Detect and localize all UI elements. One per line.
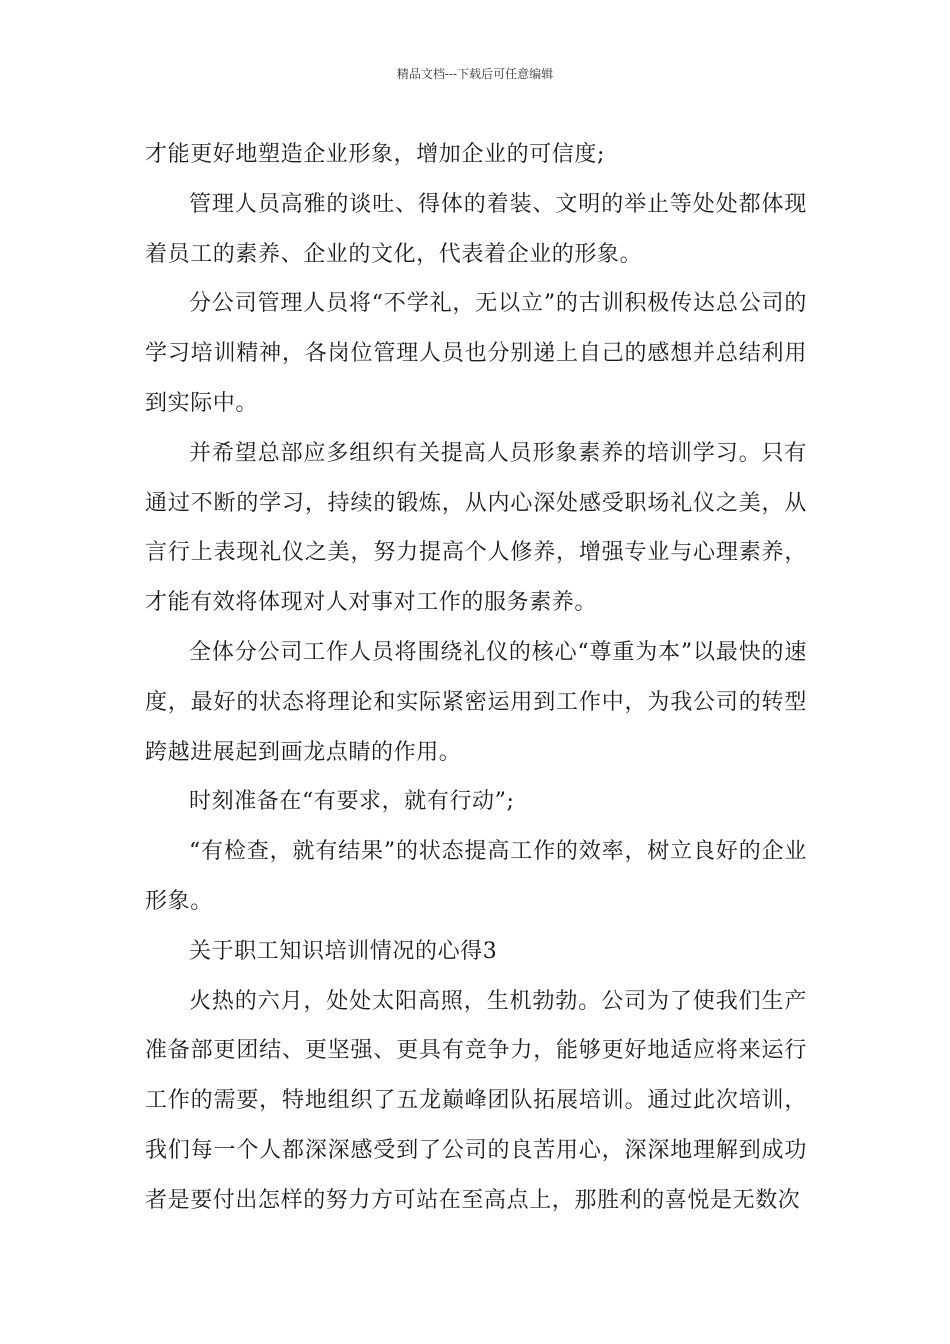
paragraph-8: 火热的六月，处处太阳高照，生机勃勃。公司为了使我们生产准备部更团结、更坚强、更具有竞争力，能够更好地适应将来运行工作的需要，特地组织了五龙巅峰团队拓展培训。通过此次培训，我们每一个人都深深感受到了公司的良苦用心，深深地理解到成功者是要付出怎样的努力方可站在至高点上，那胜利的喜悦是无数次 — [145, 988, 807, 1213]
paragraph-5: 全体分公司工作人员将围绕礼仪的核心“尊重为本”以最快的速度，最好的状态将理论和实际紧密运用到工作中，为我公司的转型跨越进展起到画龙点睛的作用。 — [145, 639, 807, 765]
paragraph-3: 分公司管理人员将“不学礼，无以立”的古训积极传达总公司的学习培训精神，各岗位管理人员也分别递上自己的感想并总结利用到实际中。 — [145, 291, 807, 416]
paragraph-4: 并希望总部应多组织有关提高人员形象素养的培训学习。只有通过不断的学习，持续的锻炼，从内心深处感受职场礼仪之美，从言行上表现礼仪之美，努力提高个人修养，增强专业与心理素养，才能有效将体现对人对事对工作的服务素养。 — [145, 440, 807, 616]
paragraph-6: 时刻准备在“有要求，就有行动”; — [189, 789, 515, 815]
section-heading: 关于职工知识培训情况的心得3 — [189, 938, 498, 964]
document-body — [145, 130, 807, 1226]
paragraph-7: “有检查，就有结果”的状态提高工作的效率，树立良好的企业形象。 — [145, 839, 807, 914]
page-header: 精品文档---下载后可任意编辑 — [396, 67, 554, 81]
paragraph-1: 才能更好地塑造企业形象，增加企业的可信度; — [145, 142, 606, 167]
paragraph-2: 管理人员高雅的谈吐、得体的着装、文明的举止等处处都体现着员工的素养、企业的文化，代表着企业的形象。 — [145, 191, 807, 267]
